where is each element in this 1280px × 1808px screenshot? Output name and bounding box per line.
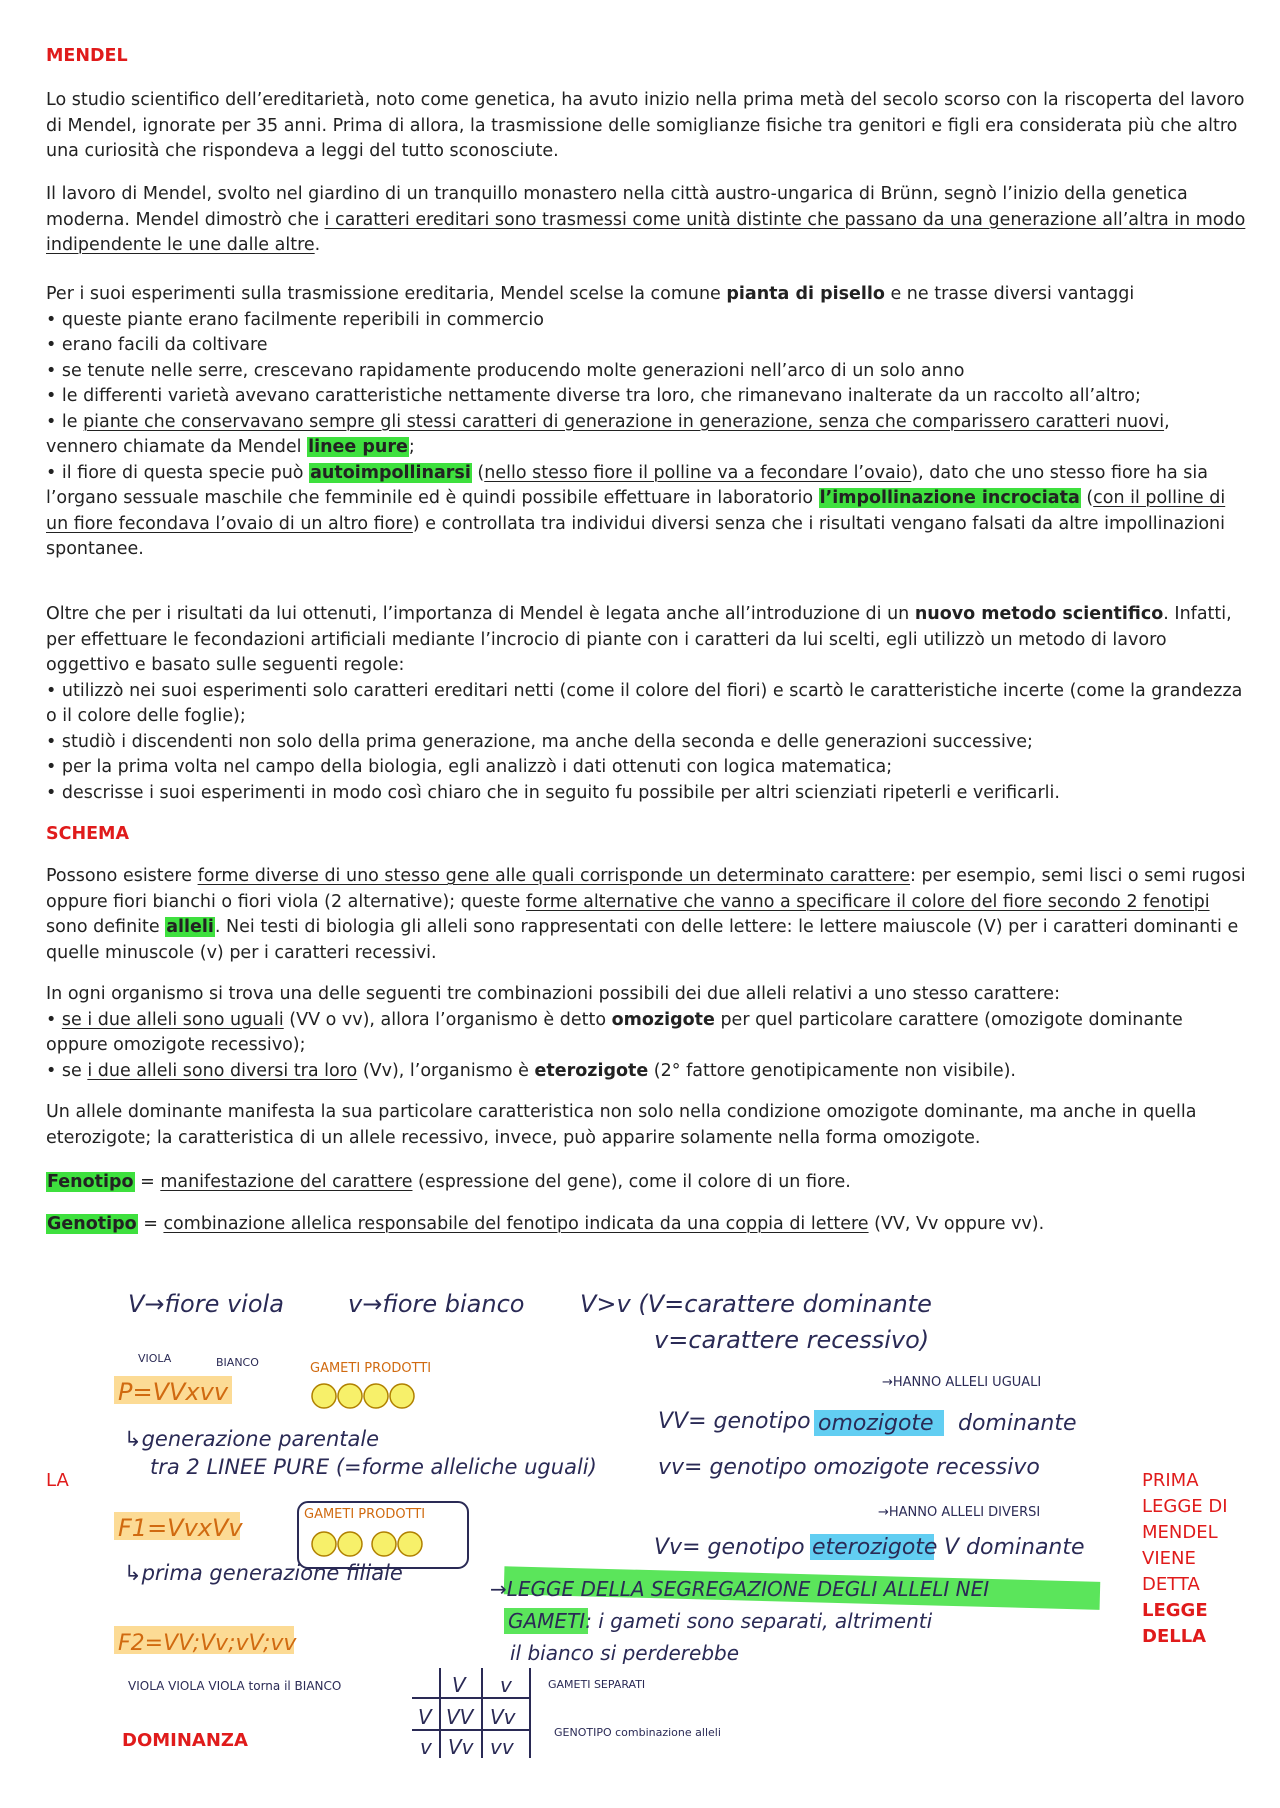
bottom-label-dominanza: DOMINANZA [122, 1730, 248, 1751]
sketch-hanno-uguali: →HANNO ALLELI UGUALI [882, 1375, 1042, 1390]
gameti-p-circles [312, 1384, 414, 1408]
sketch-viola-label: VIOLA [138, 1352, 172, 1365]
sketch-eterozigote: eterozigote [812, 1535, 938, 1560]
pea-intro: Per i suoi esperimenti sulla trasmissione ereditaria, Mendel scelse la comune pianta di pisello e ne trasse diversi vantaggi [46, 284, 1135, 304]
side-right-line: LEGGE DI [1142, 1496, 1228, 1517]
combinations-section [46, 982, 1246, 1084]
side-right-line: VIENE [1142, 1548, 1196, 1569]
combination-omozigote: • se i due alleli sono uguali (VV o vv), allora l’organismo è detto omozigote per quel particolare carattere (omozigote dominante oppure omozigote recessivo); [46, 1009, 1183, 1055]
sketch-gameti-p: GAMETI PRODOTTI [310, 1361, 432, 1376]
sketch-gen-parentale: ↳generazione parentale [124, 1427, 380, 1451]
gameti-f1-circles [312, 1532, 422, 1556]
definition-fenotipo: Fenotipo = manifestazione del carattere (espressione del gene), come il colore di un fiore. [47, 1172, 851, 1192]
bullet-4: • le differenti varietà avevano caratteristiche nettamente diverse tra loro, che rimanevano inalterate da un raccolto all’altro; [46, 386, 1141, 406]
punnett-cell: Vv [490, 1705, 516, 1729]
side-right-line: PRIMA [1142, 1470, 1199, 1491]
paragraph-dominant: Un allele dominante manifesta la sua particolare caratteristica non solo nella condizione omozigote dominante, ma anche in quella eterozigote; la caratteristica di un allele recessivo, invece, può apparire solamente nella forma omozigote. [46, 1102, 1197, 1148]
paragraph-intro: Lo studio scientifico dell’ereditarietà, noto come genetica, ha avuto inizio nella prima metà del secolo scorso con la riscoperta del lavoro di Mendel, ignorate per 35 anni. Prima di allora, la trasmissione delle somiglianze fisiche tra genitori e figli era considerata più che altro una curiosità che rispondeva a leggi del tutto sconosciute. [46, 90, 1245, 161]
sketch-bianco-label: BIANCO [216, 1356, 259, 1369]
rule-2: • studiò i discendenti non solo della prima generazione, ma anche della seconda e delle generazioni successive; [46, 731, 1033, 752]
sketch-legge-2: GAMETI: i gameti sono separati, altrimenti [508, 1609, 933, 1633]
sketch-v-dominante: V dominante [944, 1535, 1085, 1560]
sketch-v-viola: V→fiore viola [128, 1290, 284, 1318]
sketch-vv-genotipo: VV= genotipo [658, 1409, 811, 1434]
heading-schema: SCHEMA [46, 824, 130, 844]
combination-eterozigote: • se i due alleli sono diversi tra loro (Vv), l’organismo è eterozigote (2° fattore genotipicamente non visibile). [46, 1060, 1016, 1081]
punnett-cell: Vv [448, 1735, 474, 1759]
paragraph-alleles: Possono esistere forme diverse di uno stesso gene alle quali corrisponde un determinato carattere: per esempio, semi lisci o semi rugosi oppure fiori bianchi o fiori viola (2 alternative); queste forme alternative che vanno a specificare il colore del fiore secondo 2 fenotipi sono definite alleli. Nei testi di biologia gli alleli sono rappresentati con delle lettere: le lettere maiuscole (V) per i caratteri dominanti e quelle minuscole (v) per i caratteri recessivi. [46, 866, 1246, 963]
rule-3: • per la prima volta nel campo della biologia, egli analizzò i dati ottenuti con logica matematica; [46, 757, 893, 777]
handwritten-diagram [0, 1250, 1280, 1760]
sketch-hanno-diversi: →HANNO ALLELI DIVERSI [878, 1505, 1041, 1520]
heading-mendel: MENDEL [46, 46, 128, 66]
sketch-genotipo-comb: GENOTIPO combinazione alleli [554, 1726, 721, 1739]
rule-1: • utilizzò nei suoi esperimenti solo caratteri ereditari netti (come il colore del fiori) e scartò le caratteristiche incerte (come la grandezza o il colore delle foglie); [46, 680, 1243, 726]
sketch-p-line: P=VVxvv [118, 1378, 229, 1406]
side-right-line: DETTA [1142, 1574, 1200, 1595]
sketch-vv-eterozigote: Vv= genotipo [654, 1535, 805, 1560]
sketch-f2-line: F2=VV;Vv;vV;vv [118, 1631, 297, 1656]
sketch-gameti-f1: GAMETI PRODOTTI [304, 1507, 426, 1522]
sketch-tra-linee: tra 2 LINEE PURE (=forme alleliche uguali) [150, 1455, 597, 1479]
bullet-3: • se tenute nelle serre, crescevano rapidamente producendo molte generazioni nell’arco di un solo anno [46, 360, 965, 381]
punnett-cell: VV [446, 1705, 474, 1729]
method-intro: Oltre che per i risultati da lui ottenuti, l’importanza di Mendel è legata anche all’introduzione di un nuovo metodo scientifico. Infatti, per effettuare le fecondazioni artificiali mediante l’incrocio di piante con i caratteri da lui scelti, egli utilizzò un metodo di lavoro oggettivo e basato sulle seguenti regole: [46, 604, 1232, 675]
sketch-dominance: V>v (V=carattere dominante [580, 1290, 932, 1318]
sketch-gameti-separati: GAMETI SEPARATI [548, 1678, 646, 1691]
punnett-cells [418, 1673, 517, 1759]
sketch-f2-labels: VIOLA VIOLA VIOLA torna il BIANCO [128, 1679, 342, 1693]
paragraph-monastery: Il lavoro di Mendel, svolto nel giardino di un tranquillo monastero nella città austro-ungarica di Brünn, segnò l’inizio della genetica moderna. Mendel dimostrò che i caratteri ereditari sono trasmessi come unità distinte che passano da una generazione all’altra in modo indipendente le une dalle altre. [46, 184, 1246, 255]
side-label-right [1142, 1468, 1228, 1650]
side-label-la: LA [46, 1470, 69, 1491]
punnett-cell: vv [490, 1735, 514, 1759]
sketch-legge-1: →LEGGE DELLA SEGREGAZIONE DEGLI ALLELI NEI [490, 1577, 990, 1601]
sketch-legge-3: il bianco si perderebbe [510, 1641, 740, 1665]
punnett-cell: V [452, 1673, 466, 1697]
bullet-2: • erano facili da coltivare [46, 335, 268, 355]
sketch-v-bianco: v→fiore bianco [348, 1290, 525, 1318]
combinations-intro: In ogni organismo si trova una delle seguenti tre combinazioni possibili dei due alleli relativi a uno stesso carattere: [46, 984, 1060, 1004]
sketch-dominante: dominante [958, 1411, 1077, 1436]
bullet-6: • il fiore di questa specie può autoimpollinarsi (nello stesso fiore il polline va a fecondare l’ovaio), dato che uno stesso fiore ha sia l’organo sessuale maschile che femminile ed è quindi possibile effettuare in laboratorio l’impollinazione incrociata (con il polline di un fiore fecondava l’ovaio di un altro fiore) e controllata tra individui diversi senza che i risultati vengano falsati da altre impollinazioni spontanee. [46, 462, 1226, 559]
sketch-vv-recessivo: vv= genotipo omozigote recessivo [658, 1455, 1040, 1480]
pea-section [46, 282, 1246, 563]
rule-4: • descrisse i suoi esperimenti in modo così chiaro che in seguito fu possibile per altri scienziati ripeterli e verificarli. [46, 782, 1060, 803]
side-right-line: MENDEL [1142, 1522, 1218, 1543]
punnett-cell: v [420, 1735, 432, 1759]
side-right-line: DELLA [1142, 1626, 1207, 1647]
side-right-line: LEGGE [1142, 1600, 1208, 1621]
method-section [46, 602, 1246, 806]
sketch-f1-line: F1=VvxVv [118, 1514, 243, 1542]
definition-genotipo: Genotipo = combinazione allelica responsabile del fenotipo indicata da una coppia di lettere (VV, Vv oppure vv). [47, 1214, 1045, 1234]
sketch-omozigote: omozigote [818, 1411, 934, 1436]
punnett-cell: v [500, 1673, 512, 1697]
bullet-5: • le piante che conservavano sempre gli stessi caratteri di generazione in generazione, senza che comparissero caratteri nuovi, vennero chiamate da Mendel linee pure; [46, 411, 1170, 457]
sketch-recessivo: v=carattere recessivo) [654, 1326, 930, 1354]
sketch-prima-gen: ↳prima generazione filiale [124, 1561, 403, 1585]
punnett-cell: V [418, 1705, 432, 1729]
bullet-1: • queste piante erano facilmente reperibili in commercio [46, 309, 544, 330]
